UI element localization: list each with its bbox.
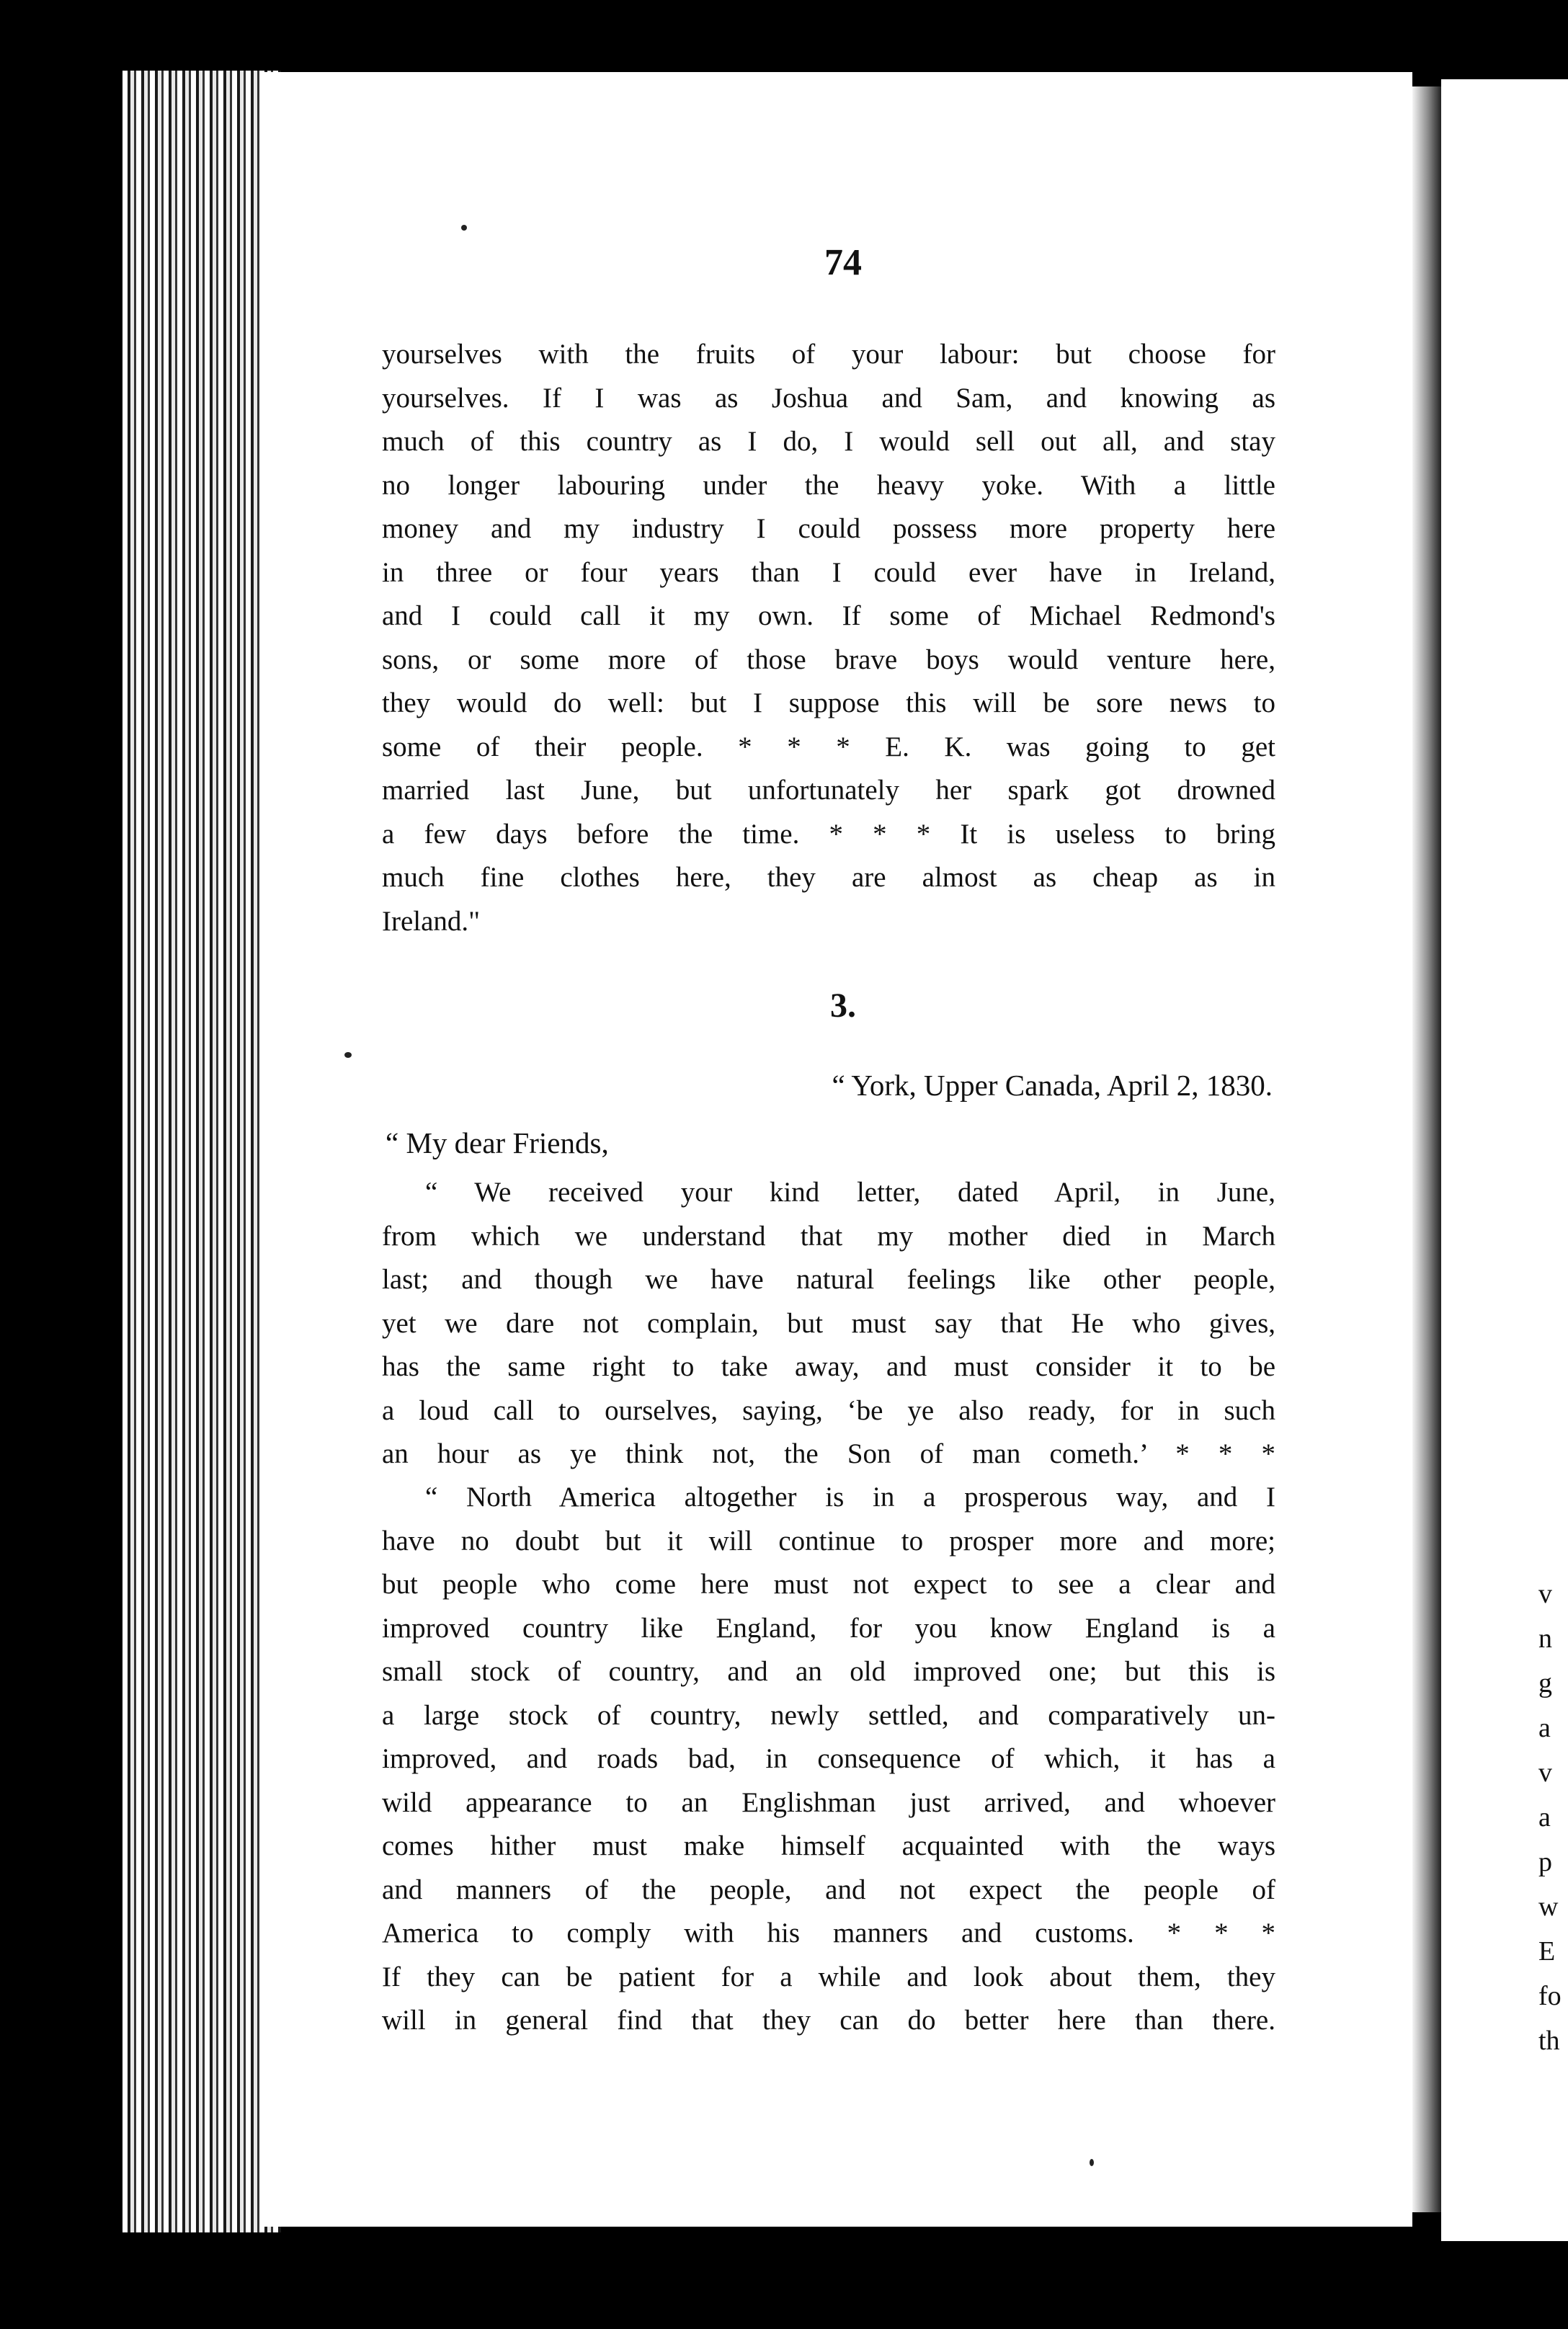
text-line: and manners of the people, and not expect the people of (382, 1874, 1275, 1905)
margin-mark (344, 1052, 352, 1058)
book-spine (122, 71, 281, 2232)
edge-letter: g (1538, 1668, 1552, 1698)
edge-letter: a (1538, 1802, 1551, 1833)
text-line: a loud call to ourselves, saying, ‘be ye also ready, for in such (382, 1394, 1275, 1426)
page-number: 74 (824, 242, 862, 283)
text-line: money and my industry I could possess more property here (382, 513, 1275, 544)
text-line: in three or four years than I could ever have in Ireland, (382, 556, 1275, 588)
text-line: America to comply with his manners and customs. * * * (382, 1918, 1275, 1949)
text-line: has the same right to take away, and must consider it to be (382, 1351, 1275, 1382)
text-line: yourselves. If I was as Joshua and Sam, and knowing as (382, 382, 1275, 414)
text-line: sons, or some more of those brave boys would venture here, (382, 644, 1275, 675)
letter-dateline: “ York, Upper Canada, April 2, 1830. (832, 1069, 1273, 1102)
text-line: much fine clothes here, they are almost as cheap as in (382, 862, 1275, 893)
text-line: an hour as ye think not, the Son of man cometh.’ * * * (382, 1438, 1275, 1469)
text-line: will in general find that they can do better here than there. (382, 2005, 1275, 2036)
text-line: improved, and roads bad, in consequence of which, it has a (382, 1743, 1275, 1774)
text-line: they would do well: but I suppose this will be sore news to (382, 687, 1275, 718)
text-line: no longer labouring under the heavy yoke. With a little (382, 469, 1275, 501)
text-line: married last June, but unfortunately her spark got drowned (382, 775, 1275, 806)
text-line: from which we understand that my mother died in March (382, 1220, 1275, 1252)
edge-letter: E (1538, 1936, 1556, 1967)
text-line: Ireland." (382, 905, 481, 937)
page-gutter-shadow (1412, 86, 1441, 2212)
text-line: improved country like England, for you know England is a (382, 1612, 1275, 1644)
text-line: small stock of country, and an old improved one; but this is (382, 1656, 1275, 1687)
edge-letter: n (1538, 1624, 1552, 1654)
text-line: yet we dare not complain, but must say that He who gives, (382, 1307, 1275, 1339)
paragraph-continued (382, 333, 1275, 943)
section-number: 3. (830, 987, 856, 1025)
text-line: and I could call it my own. If some of Michael Redmond's (382, 600, 1275, 631)
edge-letter: a (1538, 1713, 1551, 1743)
text-line: last; and though we have natural feelings like other people, (382, 1264, 1275, 1295)
page-speck (461, 225, 467, 231)
text-line: “ North America altogether is in a prosperous way, and I (425, 1482, 1275, 1513)
letter-salutation: “ My dear Friends, (386, 1126, 609, 1159)
text-line: If they can be patient for a while and look about them, they (382, 1961, 1275, 1992)
letter-paragraph (382, 1171, 1275, 1477)
text-line: a large stock of country, newly settled, and comparatively un- (382, 1699, 1275, 1731)
letter-paragraph (382, 1476, 1275, 2043)
edge-letter: p (1538, 1847, 1552, 1877)
text-line: a few days before the time. * * * It is useless to bring (382, 818, 1275, 850)
text-line: comes hither must make himself acquainted with the ways (382, 1830, 1275, 1861)
text-line: but people who come here must not expect to see a clear and (382, 1569, 1275, 1600)
edge-letter: w (1538, 1892, 1559, 1922)
text-line: wild appearance to an Englishman just arrived, and whoever (382, 1786, 1275, 1818)
edge-letter: v (1538, 1579, 1552, 1609)
text-line: “ We received your kind letter, dated April, in June, (425, 1177, 1275, 1208)
edge-letter: th (1538, 2026, 1560, 2056)
edge-letter: fo (1538, 1981, 1562, 2011)
text-line: much of this country as I do, I would sell out all, and stay (382, 426, 1275, 457)
text-line: some of their people. * * * E. K. was going to get (382, 731, 1275, 762)
edge-letter: v (1538, 1758, 1552, 1788)
text-line: yourselves with the fruits of your labour: but choose for (382, 339, 1275, 370)
text-line: have no doubt but it will continue to prosper more and more; (382, 1525, 1275, 1557)
page-speck (1090, 2159, 1094, 2166)
